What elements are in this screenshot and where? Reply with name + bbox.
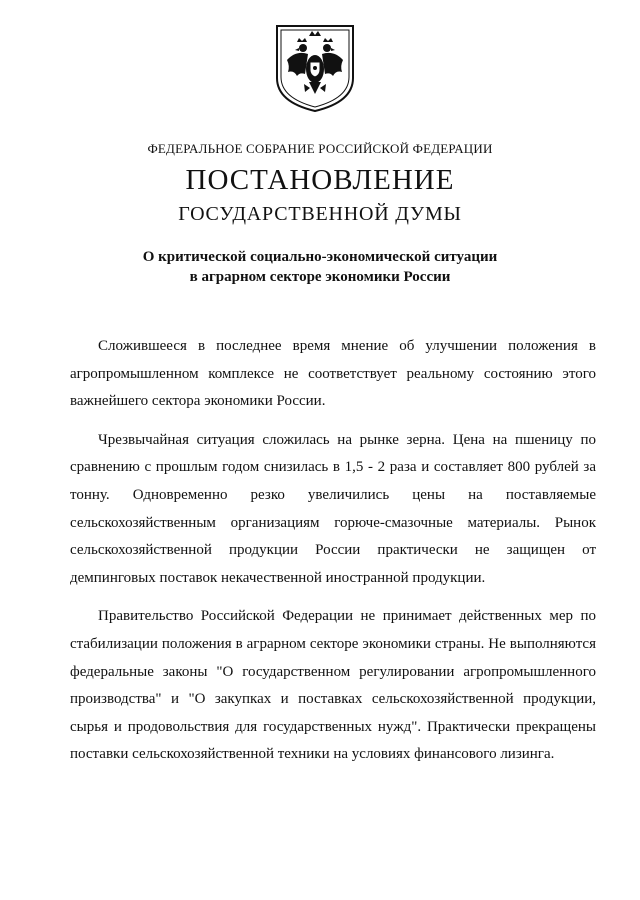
body-paragraph-2: Чрезвычайная ситуация сложилась на рынке зерна. Цена на пшеницу по сравнению с прошлым годом снизилась в 1,5 - 2 раза и составляет 800 рублей за тонну. Одновременно резко увеличились цены на поставляемые сельскохозяйственным организациям горюче-смазочные материалы. Рынок сельскохозяйственной продукции России практически не защищен от демпинговых поставок некачественной иностранной продукции. (70, 431, 596, 586)
issuing-authority-heading: ГОСУДАРСТВЕННОЙ ДУМЫ (178, 203, 462, 225)
document-body (70, 333, 596, 780)
document-title (0, 247, 640, 287)
document-title-line-2: в аграрном секторе экономики России (189, 269, 451, 285)
document-type-heading: ПОСТАНОВЛЕНИЕ (185, 164, 455, 196)
body-paragraph-3: Правительство Российской Федерации не принимает действенных мер по стабилизации положения в аграрном секторе экономики страны. Не выполняются федеральные законы "О государственном регулировании агропромышленного производства" и "О закупках и поставках сельскохозяйственной продукции, сырья и продовольствия для государственных нужд". Практически прекращены поставки сельскохозяйственной техники на условиях финансового лизинга. (70, 608, 596, 763)
document-title-line-1: О критической социально-экономической ситуации (142, 249, 498, 265)
body-paragraph-1: Сложившееся в последнее время мнение об улучшении положения в агропромышленном комплексе не соответствует реальному состоянию этого важнейшего сектора экономики России. (70, 338, 596, 410)
russian-coat-of-arms-icon (272, 22, 358, 114)
parliament-name: ФЕДЕРАЛЬНОЕ СОБРАНИЕ РОССИЙСКОЙ ФЕДЕРАЦИИ (147, 141, 493, 156)
